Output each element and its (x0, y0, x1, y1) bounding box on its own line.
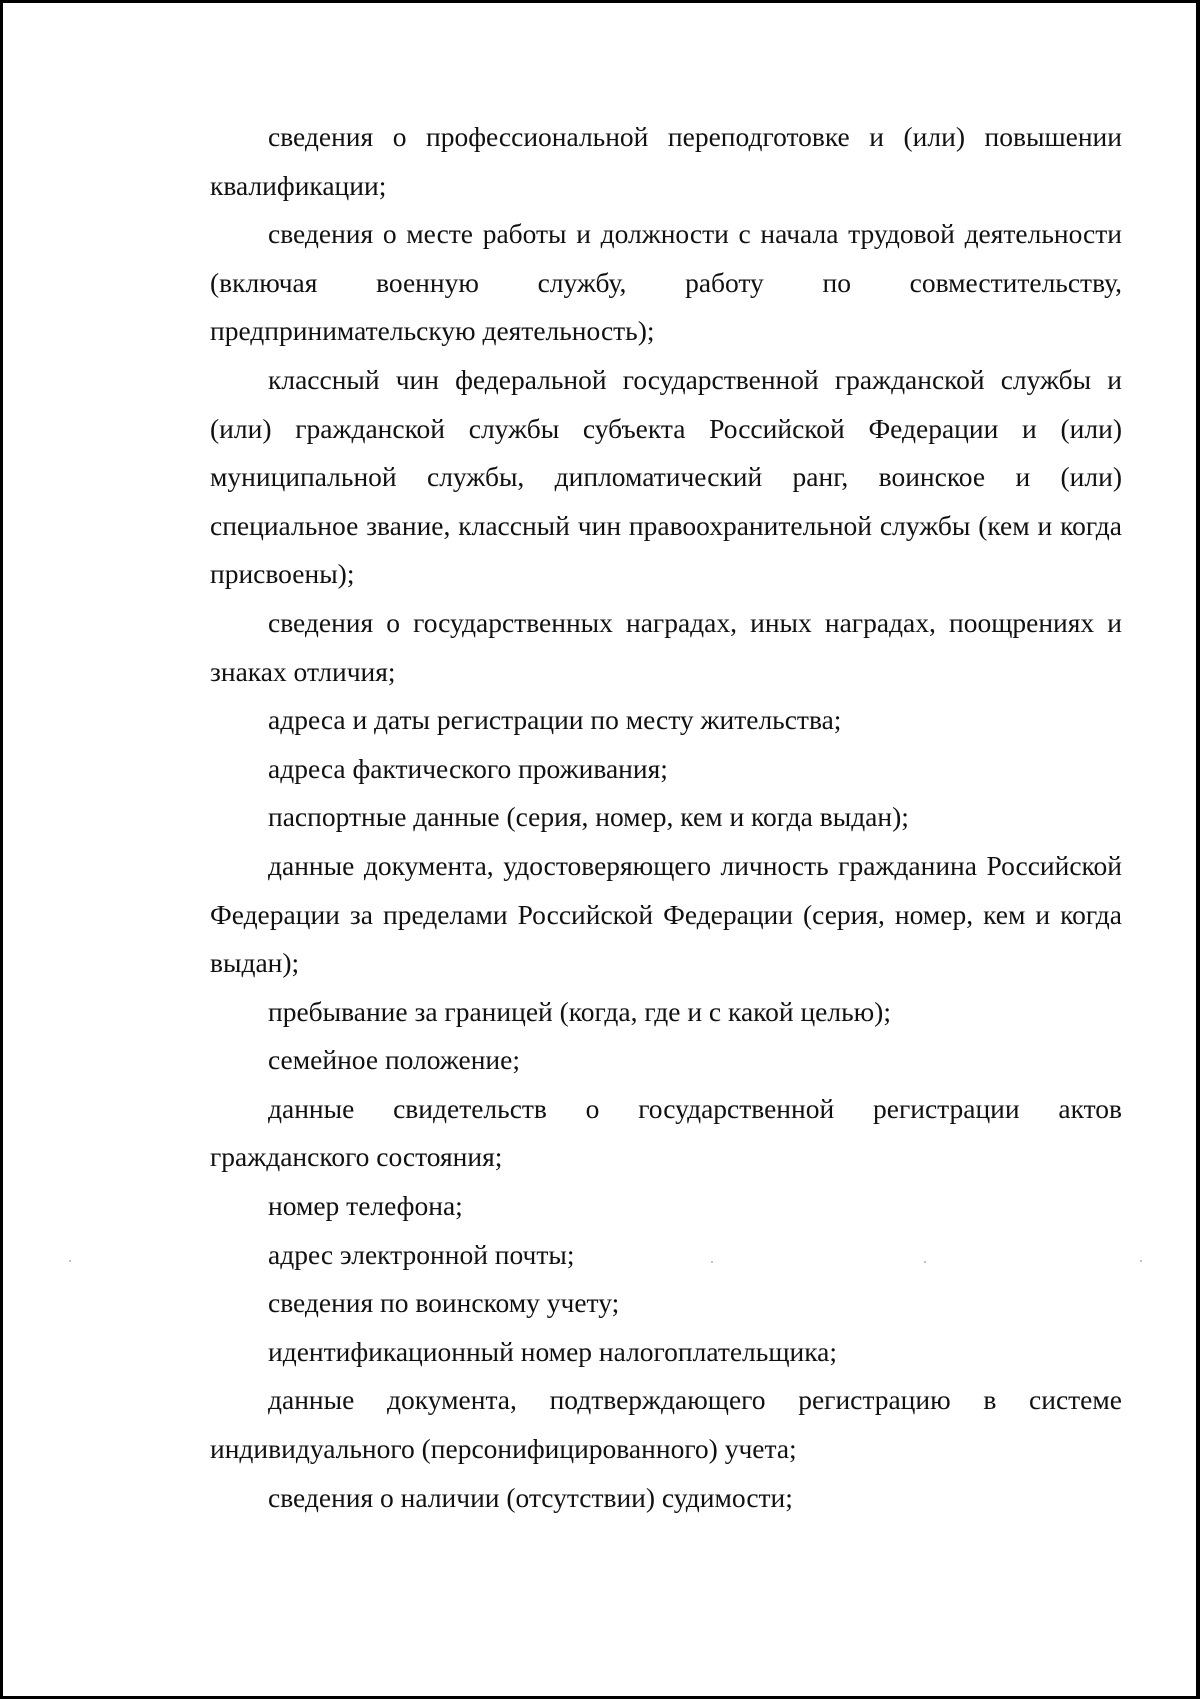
list-item: номер телефона; (268, 1190, 463, 1222)
scan-speck (69, 1260, 71, 1262)
list-item: идентификационный номер налогоплательщика; (268, 1335, 838, 1367)
scan-speck (1140, 1260, 1142, 1262)
list-item: пребывание за границей (когда, где и с какой целью); (268, 995, 891, 1027)
list-item: сведения о наличии (отсутствии) судимости; (268, 1481, 793, 1513)
list-item: паспортные данные (серия, номер, кем и когда выдан); (268, 801, 909, 833)
list-item: адрес электронной почты; (268, 1238, 575, 1270)
list-item: адреса фактического проживания; (268, 752, 668, 784)
list-item: сведения о государственных наградах, иных наградах, поощрениях и знаках отличия; (210, 606, 1122, 687)
document-body (210, 113, 1122, 1522)
list-item: данные свидетельств о государственной регистрации актов гражданского состояния; (210, 1092, 1122, 1173)
list-item: адреса и даты регистрации по месту жительства; (268, 704, 842, 736)
list-item: сведения о месте работы и должности с начала трудовой деятельности (включая военную службу, работу по совместительству, предпринимательскую деятельность); (210, 218, 1122, 347)
list-item: сведения о профессиональной переподготовке и (или) повышении квалификации; (210, 121, 1122, 201)
list-item: данные документа, подтверждающего регистрацию в системе индивидуального (персонифицированного) учета; (210, 1384, 1122, 1465)
list-item: классный чин федеральной государственной гражданской службы и (или) гражданской службы субъекта Российской Федерации и (или) муниципальной службы, дипломатический ранг, воинское и (или) специальное звание, классный чин правоохранительной службы (кем и когда присвоены); (210, 363, 1122, 590)
list-item: данные документа, удостоверяющего личность гражданина Российской Федерации за пределами Российской Федерации (серия, номер, кем и когда выдан); (210, 849, 1122, 979)
list-item: сведения по воинскому учету; (268, 1287, 620, 1319)
list-item: семейное положение; (268, 1044, 520, 1076)
